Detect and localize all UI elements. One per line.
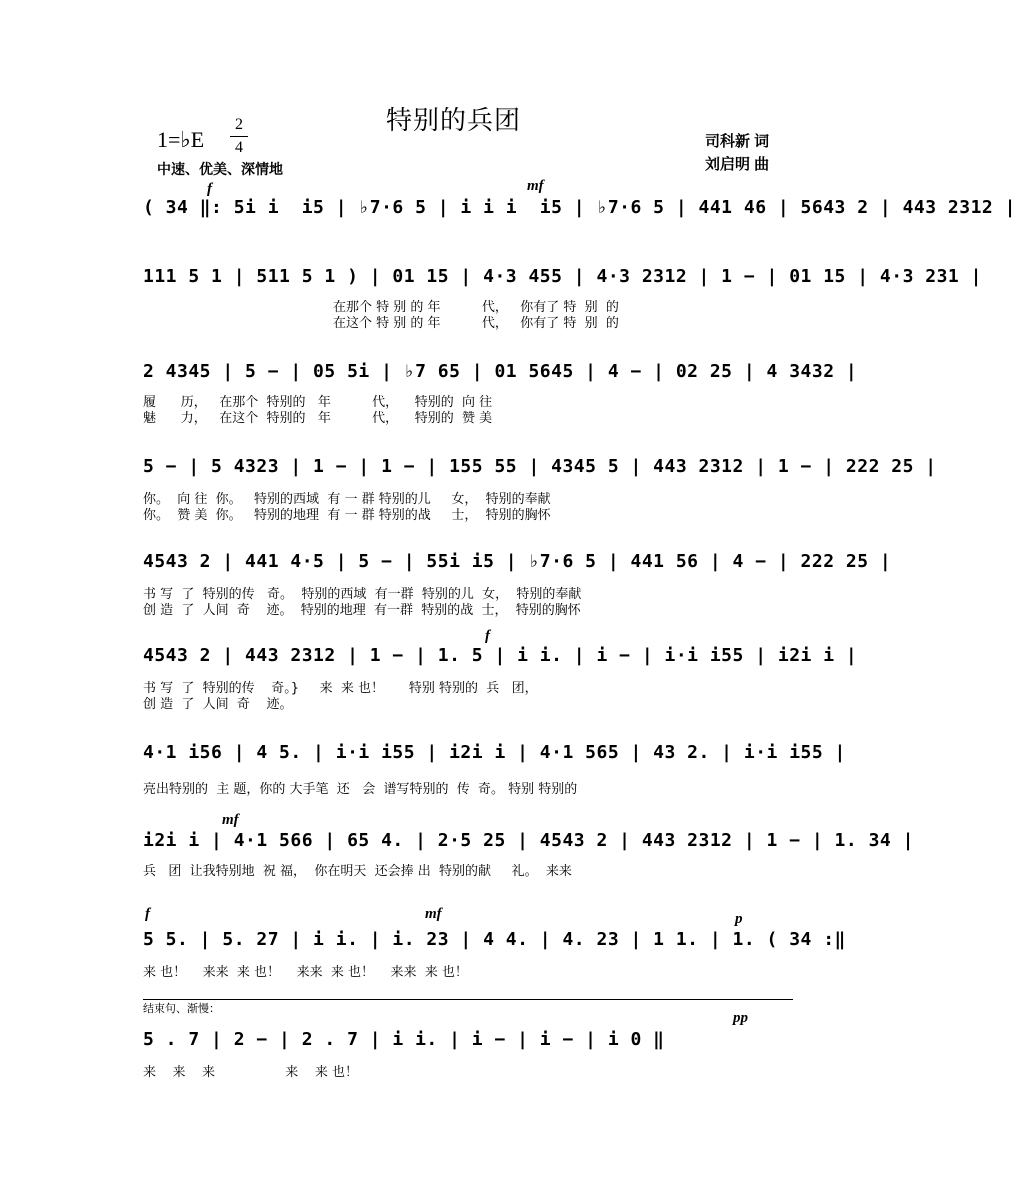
dynamic-mark: mf	[425, 906, 442, 922]
lyric-verse-2: 你。 赞 美 你。 特别的地理 有 一 群 特别的战 士， 特别的胸怀	[143, 508, 551, 523]
notation-line: 4·1 i56 | 4 5. | i·i i55 | i2i i | 4·1 565 | 43 2. | i·i i55 |	[143, 742, 846, 763]
staff-row-4	[143, 452, 937, 523]
staff-row-6	[143, 641, 858, 712]
notation-line: i2i i | 4·1 566 | 65 4. | 2·5 25 | 4543 2 | 443 2312 | 1 − | 1. 34 |	[143, 830, 914, 851]
tempo-marking: 中速、优美、深情地	[157, 161, 283, 177]
notation-line: 4543 2 | 441 4·5 | 5 − | 55i i5 | ♭7·6 5 | 441 56 | 4 − | 222 25 |	[143, 551, 892, 572]
lyric-verse-2: 在这个 特 别 的 年 代， 你有了 特 别 的	[333, 316, 619, 331]
lyric-verse-1: 履 历， 在那个 特别的 年 代， 特别的 向 往	[143, 395, 493, 410]
lyric-verse-2: 魅 力， 在这个 特别的 年 代， 特别的 赞 美	[143, 411, 493, 426]
staff-row-8	[143, 826, 914, 886]
dynamic-mark: f	[207, 181, 212, 197]
lyric-verse-1: 来 来 来 来 来 也！	[143, 1065, 358, 1080]
dynamic-mark: p	[735, 911, 743, 927]
time-signature	[230, 114, 248, 159]
notation-line: 111 5 1 | 511 5 1 ) | 01 15 | 4·3 455 | 4·3 2312 | 1 − | 01 15 | 4·3 231 |	[143, 266, 982, 287]
lyric-verse-1: 兵 团 让我特别地 祝 福， 你在明天 还会捧 出 特别的献 礼。 来来	[143, 864, 572, 879]
staff-row-9	[143, 925, 846, 985]
song-title: 特别的兵团	[386, 106, 522, 136]
notation-line: ( 34 ‖: 5i i i5 | ♭7·6 5 | i i i i5 | ♭7·6 5 | 441 46 | 5643 2 | 443 2312 |	[143, 197, 1016, 218]
lyric-verse-1: 亮出特别的 主 题，你的 大手笔 还 会 谱写特别的 传 奇。 特别 特别的	[143, 782, 578, 797]
ending-label: 结束句、渐慢：	[143, 1003, 220, 1015]
dynamic-mark: mf	[527, 178, 544, 194]
notation-line: 5 . 7 | 2 − | 2 . 7 | i i. | i − | i − | i 0 ‖	[143, 1029, 665, 1050]
lyricist-credit: 司科新 词	[705, 133, 770, 150]
lyric-verse-2: 创 造 了 人间 奇 迹。 特别的地理 有一群 特别的战 士， 特别的胸怀	[143, 603, 581, 618]
dynamic-mark: f	[485, 628, 490, 644]
dynamic-mark: mf	[222, 812, 239, 828]
staff-row-1	[143, 193, 1016, 233]
staff-row-5	[143, 547, 892, 618]
notation-line: 5 − | 5 4323 | 1 − | 1 − | 155 55 | 4345 5 | 443 2312 | 1 − | 222 25 |	[143, 456, 937, 477]
dynamic-mark: f	[145, 906, 150, 922]
notation-line: 2 4345 | 5 − | 05 5i | ♭7 65 | 01 5645 | 4 − | 02 25 | 4 3432 |	[143, 361, 858, 382]
dynamic-mark: pp	[733, 1010, 748, 1026]
lyric-verse-1: 在那个 特 别 的 年 代， 你有了 特 别 的	[333, 300, 619, 315]
lyric-verse-1: 你。 向 往 你。 特别的西域 有 一 群 特别的儿 女， 特别的奉献	[143, 492, 551, 507]
ending-separator	[143, 999, 793, 1000]
key-signature: 1=♭E	[157, 127, 205, 152]
time-signature-bottom: 4	[235, 139, 243, 156]
staff-row-2	[143, 262, 982, 332]
notation-line: 5 5. | 5. 27 | i i. | i. 23 | 4 4. | 4. 23 | 1 1. | 1. ( 34 :‖	[143, 929, 846, 950]
staff-row-7	[143, 738, 846, 798]
lyric-verse-1: 书 写 了 特别的传 奇。} 来 来 也！ 特别 特别的 兵 团，	[143, 681, 538, 696]
lyric-verse-2: 创 造 了 人间 奇 迹。	[143, 697, 293, 712]
composer-credit: 刘启明 曲	[705, 156, 770, 173]
notation-line: 4543 2 | 443 2312 | 1 − | 1. 5 | i i. | i − | i·i i55 | i2i i |	[143, 645, 858, 666]
staff-row-3	[143, 357, 858, 427]
lyric-verse-1: 书 写 了 特别的传 奇。 特别的西域 有一群 特别的儿 女， 特别的奉献	[143, 587, 582, 602]
time-signature-top: 2	[235, 116, 243, 133]
lyric-verse-1: 来 也！ 来来 来 也！ 来来 来 也！ 来来 来 也！	[143, 965, 468, 980]
staff-row-ending	[143, 1025, 793, 1085]
